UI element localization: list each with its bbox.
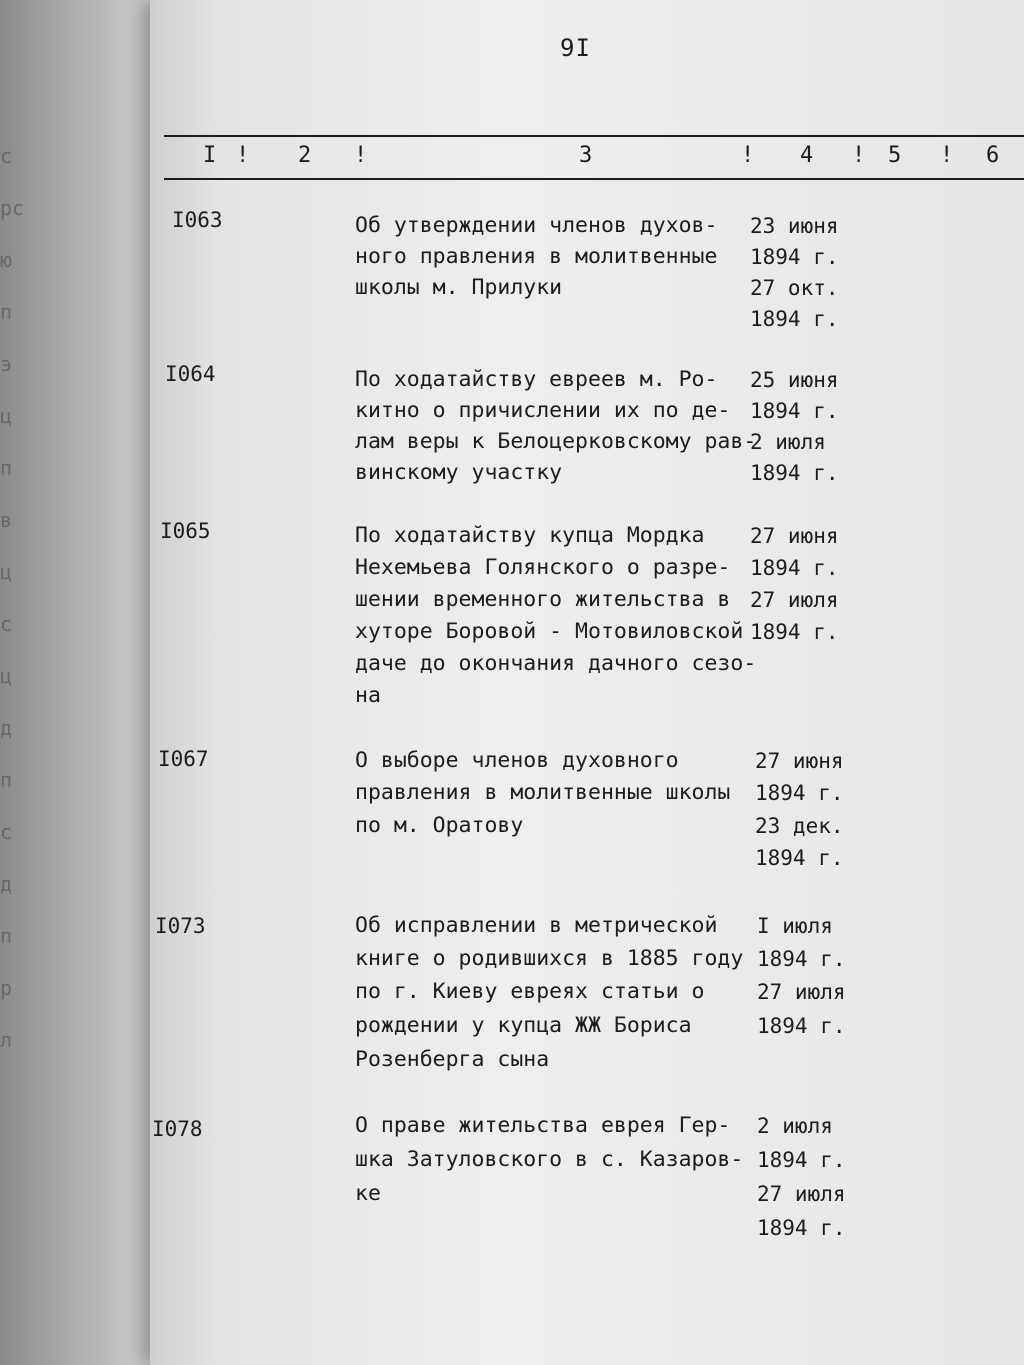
facing-page-mark: pc (0, 196, 25, 220)
record-title-line: хуторе Боровой - Мотовиловской (355, 619, 744, 644)
record-title-line: ного правления в молитвенные (355, 244, 718, 269)
facing-page-mark: р (0, 976, 13, 1000)
record-date: 1894 г. (750, 245, 839, 269)
record-title-line: шка Затуловского в с. Казаров- (355, 1147, 744, 1172)
facing-page-mark: с (0, 820, 13, 844)
record-title-line: рождении у купца ЖЖ Бориса (355, 1013, 692, 1038)
record-date: 1894 г. (750, 620, 839, 644)
record-date: 2 июля (757, 1114, 833, 1138)
record-date: 2 июля (750, 430, 826, 454)
facing-page-mark: д (0, 716, 13, 740)
record-number: I078 (152, 1117, 203, 1141)
header-separator: ! (852, 143, 866, 168)
record-title-line: шении временного жительства в (355, 587, 731, 612)
record-title-line: лам веры к Белоцерковскому рав- (355, 429, 757, 454)
record-title-line: ке (355, 1181, 381, 1206)
header-rule-bottom (164, 178, 1024, 180)
header-col-2: 2 (298, 143, 312, 168)
record-title-line: О праве жительства еврея Гер- (355, 1113, 731, 1138)
facing-page-mark: п (0, 768, 13, 792)
facing-page-mark: ц (0, 560, 13, 584)
header-separator: ! (940, 143, 954, 168)
record-date: 1894 г. (757, 1148, 846, 1172)
record-date: I июля (757, 914, 833, 938)
record-date: 23 июня (750, 214, 839, 238)
facing-page-edge-text (0, 130, 24, 1066)
record-title-line: По ходатайству евреев м. Ро- (355, 367, 718, 392)
record-title-line: Нехемьева Голянского о разре- (355, 555, 731, 580)
page-number: 9I (560, 34, 591, 62)
header-col-3: 3 (579, 143, 593, 168)
facing-page-mark: ц (0, 664, 13, 688)
record-title-line: по м. Оратову (355, 813, 524, 838)
facing-page-mark: в (0, 508, 13, 532)
record-date: 1894 г. (750, 399, 839, 423)
record-date: 27 июля (757, 980, 846, 1004)
facing-page-mark: с (0, 144, 13, 168)
record-title-line: китно о причислении их по де- (355, 398, 731, 423)
facing-page-mark: п (0, 456, 13, 480)
facing-page-mark: ц (0, 404, 13, 428)
record-title-line: по г. Киеву евреях статьи о (355, 979, 705, 1004)
record-date: 1894 г. (750, 556, 839, 580)
record-title-line: книге о родившихся в 1885 году (355, 946, 744, 971)
record-title-line: Об исправлении в метрической (355, 913, 718, 938)
record-title-line: О выборе членов духовного (355, 748, 679, 773)
record-title-line: По ходатайству купца Мордка (355, 523, 705, 548)
record-title-line: винскому участку (355, 460, 563, 485)
record-date: 27 июля (757, 1182, 846, 1206)
record-date: 1894 г. (755, 781, 844, 805)
record-date: 1894 г. (750, 461, 839, 485)
record-number: I064 (165, 362, 216, 386)
record-number: I067 (158, 747, 209, 771)
record-date: 1894 г. (755, 846, 844, 870)
record-number: I065 (160, 519, 211, 543)
facing-page-mark: п (0, 924, 13, 948)
record-title-line: даче до окончания дачного сезо- (355, 651, 757, 676)
facing-page-mark: л (0, 1028, 13, 1052)
record-title-line: на (355, 683, 381, 708)
record-date: 27 июня (750, 524, 839, 548)
header-rule-top (164, 135, 1024, 137)
record-date: 1894 г. (757, 1014, 846, 1038)
header-separator: ! (741, 143, 755, 168)
header-separator: ! (236, 143, 250, 168)
record-date: 27 июня (755, 749, 844, 773)
header-col-6: 6 (986, 143, 1000, 168)
record-date: 1894 г. (757, 1216, 846, 1240)
record-date: 25 июня (750, 368, 839, 392)
facing-page-mark: п (0, 300, 13, 324)
record-date: 27 окт. (750, 276, 839, 300)
record-title-line: правления в молитвенные школы (355, 780, 731, 805)
record-title-line: Об утверждении членов духов- (355, 213, 718, 238)
facing-page (0, 0, 160, 1365)
facing-page-mark: ю (0, 248, 13, 272)
record-number: I063 (172, 208, 223, 232)
record-title-line: Розенберга сына (355, 1047, 550, 1072)
record-date: 1894 г. (757, 947, 846, 971)
header-col-5: 5 (888, 143, 902, 168)
record-date: 27 июля (750, 588, 839, 612)
record-title-line: школы м. Прилуки (355, 275, 563, 300)
record-date: 23 дек. (755, 814, 844, 838)
header-separator: ! (354, 143, 368, 168)
facing-page-mark: д (0, 872, 13, 896)
facing-page-mark: э (0, 352, 13, 376)
record-number: I073 (155, 914, 206, 938)
header-col-4: 4 (800, 143, 814, 168)
record-date: 1894 г. (750, 307, 839, 331)
header-col-1: I (203, 143, 217, 168)
facing-page-mark: с (0, 612, 13, 636)
